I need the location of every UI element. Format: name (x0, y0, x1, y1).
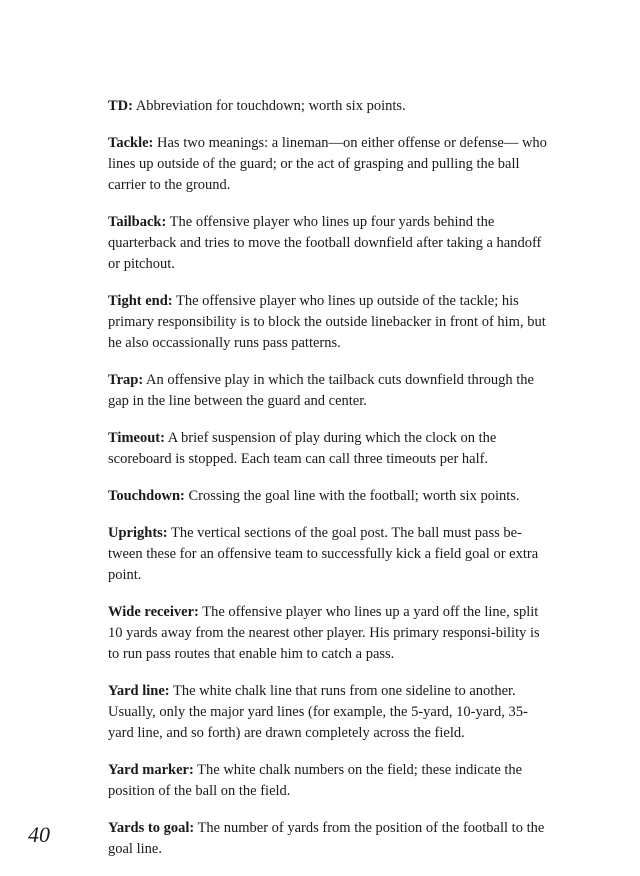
page-number: 40 (28, 822, 50, 847)
glossary-entry-tackle (108, 133, 548, 196)
glossary-entry-td (108, 96, 548, 117)
glossary-definition: The offensive player who lines up four yards behind the quarterback and tries to move the football downfield after taking a handoff or pitchout. (108, 214, 542, 272)
glossary-term: Tackle: (108, 135, 154, 151)
glossary-term: Timeout: (108, 430, 165, 446)
glossary-term: Tight end: (108, 293, 173, 309)
glossary-definition: The white chalk numbers on the field; these indicate the position of the ball on the field. (108, 762, 523, 799)
glossary-term: Touchdown: (108, 488, 185, 504)
glossary-entry-uprights (108, 523, 548, 586)
glossary-definition: The offensive player who lines up a yard off the line, split 10 yards away from the nearest other player. His primary responsi-bility is to run pass routes that enable him to catch a pass. (108, 604, 540, 662)
glossary-definition: The offensive player who lines up outside of the tackle; his primary responsibility is to block the outside linebacker in front of him, but he also occassionally runs pass patterns. (108, 293, 546, 351)
glossary-term: Trap: (108, 372, 144, 388)
glossary-term: Wide receiver: (108, 604, 199, 620)
glossary-entry-timeout (108, 428, 548, 470)
glossary-term: Uprights: (108, 525, 168, 541)
glossary-definition: The number of yards from the position of the football to the goal line. (108, 820, 545, 857)
glossary-definition: The vertical sections of the goal post. The ball must pass be-tween these for an offensive team to successfully kick a field goal or extra point. (108, 525, 539, 583)
glossary-definition: An offensive play in which the tailback cuts downfield through the gap in the line between the guard and center. (108, 372, 534, 409)
glossary-definition: Has two meanings: a lineman—on either offense or defense— who lines up outside of the guard; or the act of grasping and pulling the ball carrier to the ground. (108, 135, 547, 193)
glossary-term: Tailback: (108, 214, 167, 230)
glossary-definition: The white chalk line that runs from one sideline to another. Usually, only the major yard lines (for example, the 5-yard, 10-yard, 35-yard line, and so forth) are drawn completely across the field. (108, 683, 528, 741)
glossary-definition: Crossing the goal line with the football; worth six points. (188, 488, 520, 504)
glossary-list (108, 96, 548, 876)
glossary-entry-yard-line (108, 681, 548, 744)
glossary-definition: Abbreviation for touchdown; worth six points. (135, 98, 406, 114)
glossary-entry-yards-to-goal (108, 818, 548, 860)
glossary-definition: A brief suspension of play during which the clock on the scoreboard is stopped. Each team can call three timeouts per half. (108, 430, 497, 467)
glossary-entry-touchdown (108, 486, 548, 507)
glossary-term: TD: (108, 98, 133, 114)
glossary-term: Yards to goal: (108, 820, 195, 836)
glossary-entry-tailback (108, 212, 548, 275)
glossary-entry-yard-marker (108, 760, 548, 802)
glossary-term: Yard line: (108, 683, 170, 699)
glossary-entry-wide-receiver (108, 602, 548, 665)
glossary-entry-trap (108, 370, 548, 412)
glossary-entry-tight-end (108, 291, 548, 354)
glossary-term: Yard marker: (108, 762, 194, 778)
